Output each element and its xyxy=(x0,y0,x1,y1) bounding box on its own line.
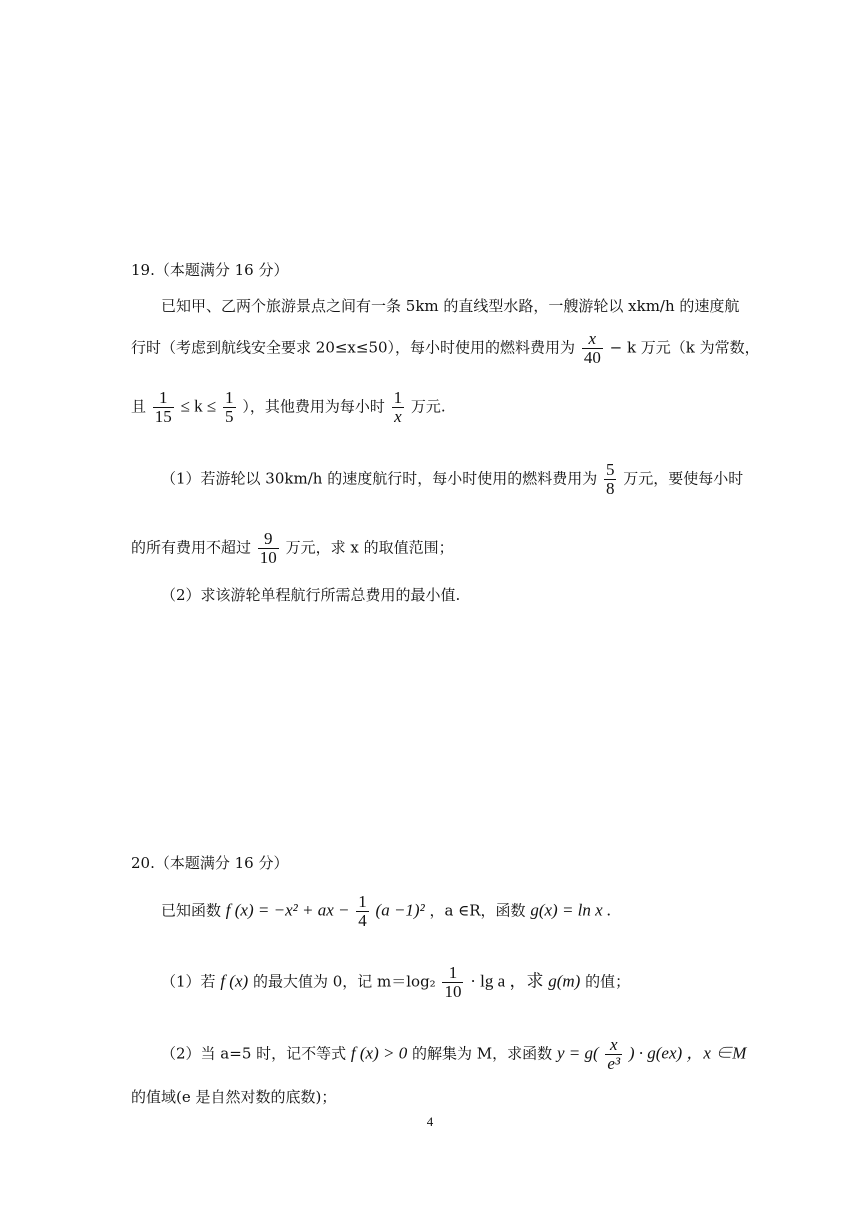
q19-subquestion-1-cont: 的所有费用不超过 $\frac{9}{10}$ 万元，求 x 的取值范围； xyxy=(131,529,454,567)
q20-subquestion-2: （2）当 a=5 时，记不等式 f (x) > 0 的解集为 M，求函数 y = g( $\frac{x}{\text{e³}}$ ) · g(ex) ，x ∈M xyxy=(161,1035,747,1073)
fraction-5-over-8: $\frac{5}{8}$ xyxy=(605,460,615,498)
q19-subquestion-2: （2）求该游轮单程航行所需总费用的最小值. xyxy=(161,586,461,604)
q19-paragraph-1: 已知甲、乙两个旅游景点之间有一条 5km 的直线型水路，一艘游轮以 xkm/h 的速度航 xyxy=(161,297,740,315)
q19-paragraph-3: 且 $\frac{1}{15}$ ≤ k ≤ $\frac{1}{5}$ ），其他费用为每小时 $\frac{1}{x}$ 万元. xyxy=(131,388,446,426)
q19-subquestion-1: （1）若游轮以 30km/h 的速度航行时，每小时使用的燃料费用为 $\frac{5}{8}$ 万元，要使每小时 xyxy=(161,460,744,498)
fraction-x-over-40: $\frac{x}{40}$ xyxy=(583,329,601,367)
fraction-1-over-10: $\frac{1}{10}$ xyxy=(444,963,462,1001)
q20-header: 20.（本题满分 16 分） xyxy=(131,854,289,872)
fraction-x-over-e3: $\frac{x}{\text{e³}}$ xyxy=(607,1035,621,1073)
q19-paragraph-2: 行时（考虑到航线安全要求 20≤x≤50），每小时使用的燃料费用为 $\frac{x}{40}$ − k 万元（k 为常数， xyxy=(131,329,760,367)
fraction-1-over-15: $\frac{1}{15}$ xyxy=(154,388,172,426)
fraction-1-over-x: $\frac{1}{x}$ xyxy=(393,388,403,426)
page-number: 4 xyxy=(426,1114,434,1129)
fraction-1-over-5: $\frac{1}{5}$ xyxy=(225,388,234,426)
q19-header: 19.（本题满分 16 分） xyxy=(131,261,289,279)
q20-subquestion-2-cont: 的值域(e 是自然对数的底数)； xyxy=(131,1088,337,1106)
fraction-9-over-10: $\frac{9}{10}$ xyxy=(259,529,277,567)
q20-paragraph-1: 已知函数 f (x) = −x² + ax − $\frac{1}{4}$ (a −1)² ，a ∈R，函数 g(x) = ln x . xyxy=(161,892,612,930)
fraction-1-over-4: $\frac{1}{4}$ xyxy=(358,892,367,930)
q20-subquestion-1: （1）若 f (x) 的最大值为 0，记 m＝log₂ $\frac{1}{10}$ · lg a ，求 g(m) 的值； xyxy=(161,963,631,1001)
